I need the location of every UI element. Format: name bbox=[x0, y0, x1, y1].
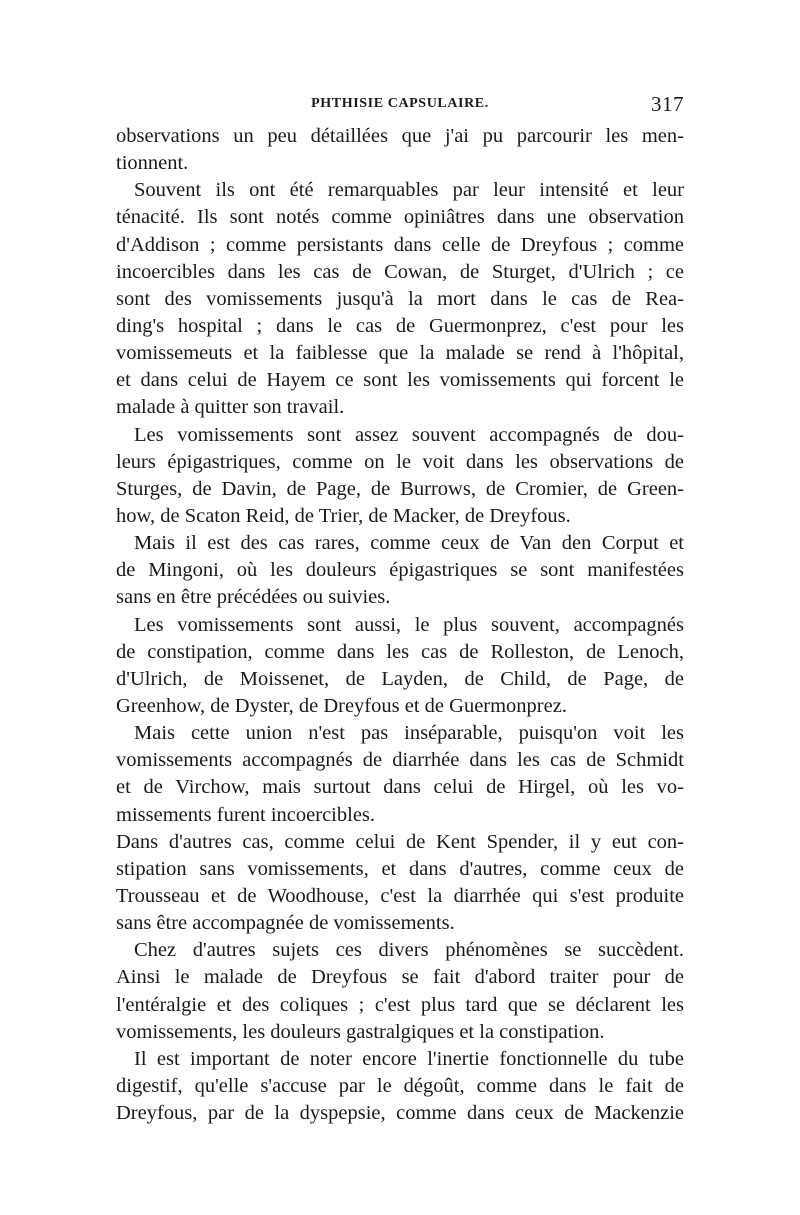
text-line: ding's hospital ; dans le cas de Guermonprez, c'est pour les bbox=[116, 314, 684, 337]
text-line: Les vomissements sont assez souvent accompagnés de dou- bbox=[134, 423, 684, 446]
text-line: et dans celui de Hayem ce sont les vomissements qui forcent le bbox=[116, 369, 684, 392]
text-line: incoercibles dans les cas de Cowan, de Sturget, d'Ulrich ; ce bbox=[116, 260, 684, 283]
text-line: malade à quitter son travail. bbox=[116, 396, 345, 419]
page-number: 317 bbox=[651, 92, 684, 116]
text-line: Trousseau et de Woodhouse, c'est la diarrhée qui s'est produite bbox=[116, 884, 684, 907]
text-line: Ainsi le malade de Dreyfous se fait d'abord traiter pour de bbox=[116, 966, 684, 989]
body-text bbox=[116, 123, 684, 1127]
page-header bbox=[116, 92, 684, 122]
text-line: Dreyfous, par de la dyspepsie, comme dans ceux de Mackenzie bbox=[116, 1102, 684, 1125]
text-line: digestif, qu'elle s'accuse par le dégoût, comme dans le fait de bbox=[116, 1074, 684, 1097]
text-line: sont des vomissements jusqu'à la mort dans le cas de Rea- bbox=[116, 287, 684, 310]
text-line: leurs épigastriques, comme on le voit dans les observations de bbox=[116, 450, 684, 473]
text-line: et de Virchow, mais surtout dans celui de Hirgel, où les vo- bbox=[116, 776, 684, 799]
text-line: Sturges, de Davin, de Page, de Burrows, de Cromier, de Green- bbox=[116, 477, 684, 500]
text-line: Mais cette union n'est pas inséparable, puisqu'on voit les bbox=[134, 722, 684, 745]
text-line: l'entéralgie et des coliques ; c'est plus tard que se déclarent les bbox=[116, 993, 684, 1016]
text-line: observations un peu détaillées que j'ai pu parcourir les men- bbox=[116, 125, 684, 147]
text-line: vomissements, les douleurs gastralgiques et la constipation. bbox=[116, 1020, 605, 1043]
text-line: Souvent ils ont été remarquables par leur intensité et leur bbox=[134, 179, 684, 202]
text-line: Les vomissements sont aussi, le plus souvent, accompagnés bbox=[134, 613, 684, 636]
text-line: Il est important de noter encore l'inertie fonctionnelle du tube bbox=[134, 1047, 684, 1070]
text-line: Greenhow, de Dyster, de Dreyfous et de Guermonprez. bbox=[116, 694, 567, 717]
text-line: sans être accompagnée de vomissements. bbox=[116, 912, 455, 935]
text-line: Dans d'autres cas, comme celui de Kent Spender, il y eut con- bbox=[116, 830, 684, 853]
running-title: PHTHISIE CAPSULAIRE. bbox=[311, 96, 489, 111]
text-line: stipation sans vomissements, et dans d'autres, comme ceux de bbox=[116, 857, 684, 880]
text-line: Mais il est des cas rares, comme ceux de Van den Corput et bbox=[134, 532, 684, 555]
text-line: how, de Scaton Reid, de Trier, de Macker, de Dreyfous. bbox=[116, 504, 571, 527]
text-line: de Mingoni, où les douleurs épigastriques se sont manifestées bbox=[116, 559, 684, 582]
text-line: d'Addison ; comme persistants dans celle de Dreyfous ; comme bbox=[116, 233, 684, 256]
text-line: sans en être précédées ou suivies. bbox=[116, 586, 391, 609]
text-line: vomissements accompagnés de diarrhée dans les cas de Schmidt bbox=[116, 749, 684, 772]
text-line: ténacité. Ils sont notés comme opiniâtres dans une observation bbox=[116, 206, 684, 229]
text-line: Chez d'autres sujets ces divers phénomènes se succèdent. bbox=[134, 939, 684, 962]
text-line: de constipation, comme dans les cas de Rolleston, de Lenoch, bbox=[116, 640, 684, 663]
text-line: tionnent. bbox=[116, 152, 189, 175]
text-line: missements furent incoercibles. bbox=[116, 803, 376, 826]
text-line: d'Ulrich, de Moissenet, de Layden, de Child, de Page, de bbox=[116, 667, 684, 690]
text-line: vomissemeuts et la faiblesse que la malade se rend à l'hôpital, bbox=[116, 342, 684, 365]
